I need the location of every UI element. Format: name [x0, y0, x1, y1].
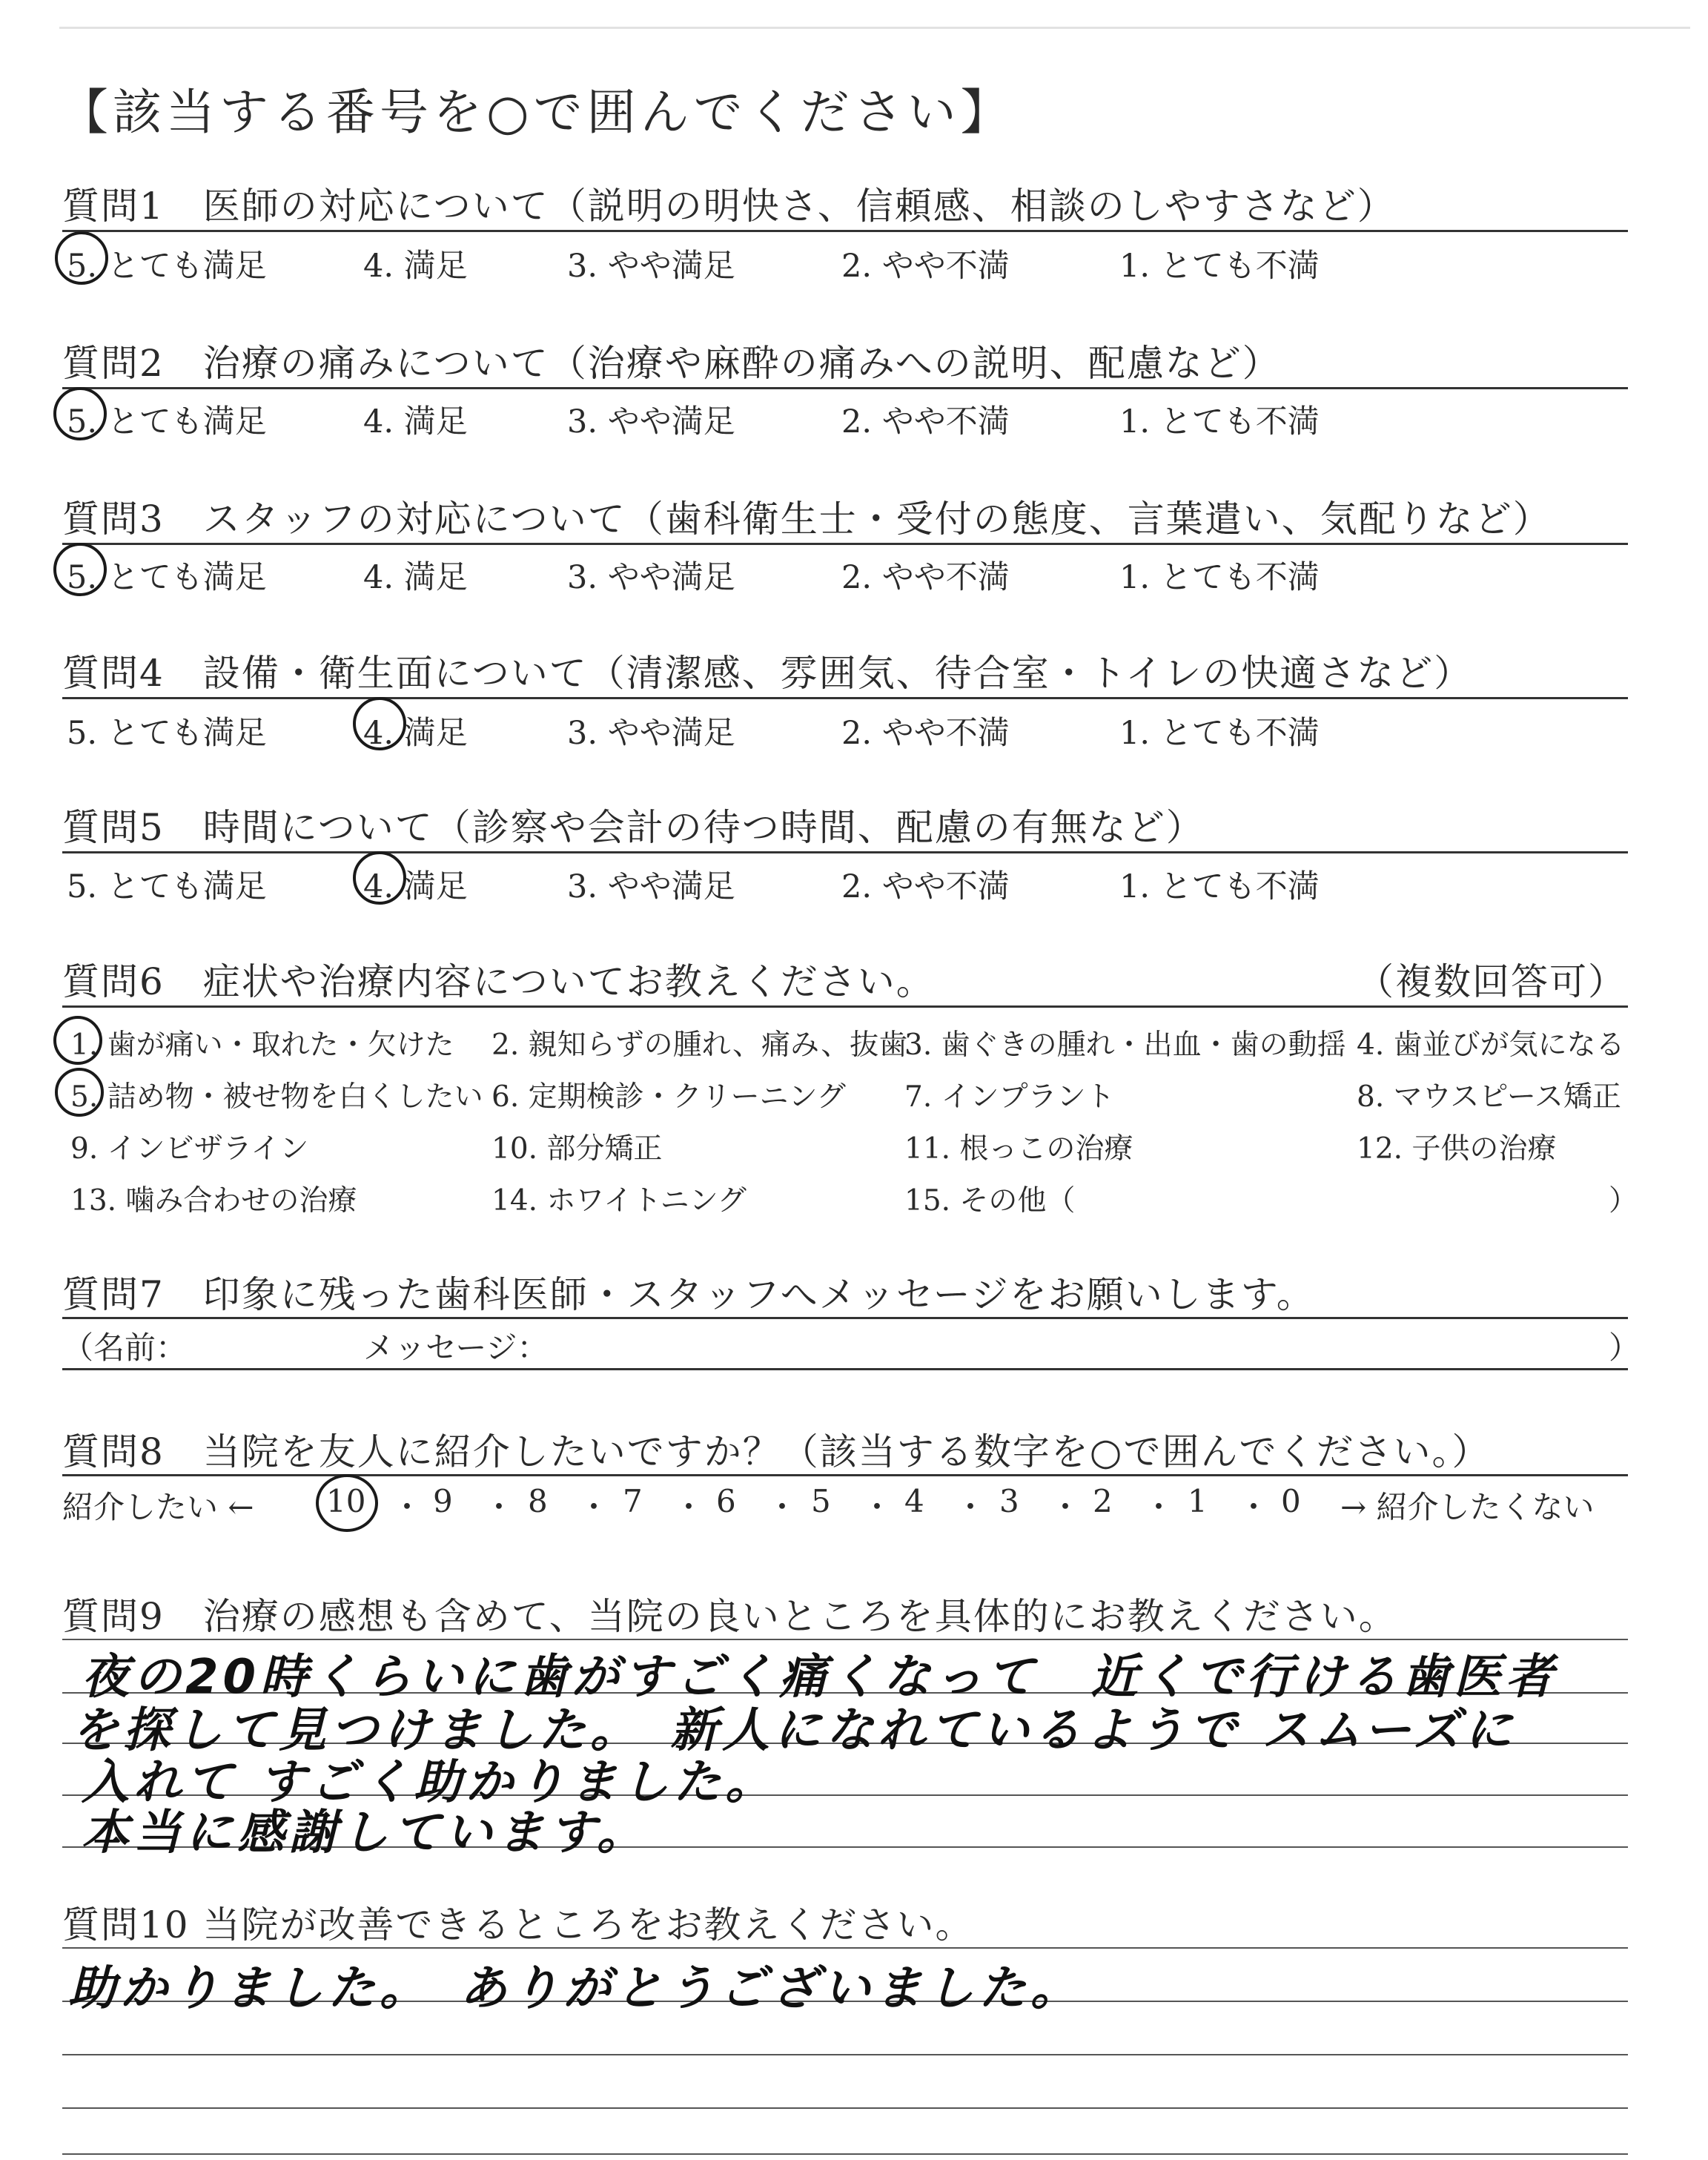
q3-option-1[interactable]: 1. とても不満 — [1119, 559, 1320, 596]
q6-option-9[interactable]: 9. インビザライン — [70, 1132, 309, 1166]
q7-close-paren: ） — [1609, 1330, 1641, 1366]
q10-writing-line — [62, 2153, 1628, 2155]
q10-writing-line — [62, 2054, 1628, 2055]
q8-sep: ・ — [1238, 1489, 1270, 1525]
question-4-title: 質問4 設備・衛生面について（清潔感、雰囲気、待合室・トイレの快適さなど） — [62, 652, 1473, 695]
question-8-title: 質問8 当院を友人に紹介したいですか？（該当する数字を○で囲んでください。） — [62, 1430, 1491, 1473]
q6-option-5[interactable]: 5. 詰め物・被せ物を白くしたい — [70, 1080, 483, 1114]
question-9-title: 質問9 治療の感想も含めて、当院の良いところを具体的にお教えください。 — [62, 1595, 1397, 1638]
q10-writing-line — [62, 1947, 1628, 1949]
q8-scale-8[interactable]: 8 — [528, 1483, 548, 1519]
q6-option-8[interactable]: 8. マウスピース矯正 — [1357, 1080, 1621, 1114]
q8-sep: ・ — [391, 1489, 423, 1525]
q4-option-5[interactable]: 5. とても満足 — [67, 715, 267, 752]
question-6-rule — [62, 1005, 1628, 1008]
q7-message-label: メッセージ： — [363, 1330, 549, 1366]
q2-option-4[interactable]: 4. 満足 — [363, 403, 468, 440]
q8-sep: ・ — [1143, 1489, 1175, 1525]
q2-selected-circle — [53, 387, 107, 440]
q8-scale-2[interactable]: 2 — [1093, 1483, 1113, 1519]
q6-selected-circle-1 — [53, 1016, 102, 1065]
q6-option-11[interactable]: 11. 根っこの治療 — [904, 1132, 1133, 1166]
q6-option-4[interactable]: 4. 歯並びが気になる — [1357, 1028, 1625, 1062]
q8-sep: ・ — [1050, 1489, 1082, 1525]
question-5-rule — [62, 851, 1628, 853]
q8-scale-4[interactable]: 4 — [904, 1483, 924, 1519]
q6-option-1[interactable]: 1. 歯が痛い・取れた・欠けた — [70, 1028, 454, 1062]
top-edge-line — [59, 27, 1690, 29]
question-8-rule — [62, 1474, 1628, 1476]
q1-option-4[interactable]: 4. 満足 — [363, 248, 468, 285]
q2-option-5[interactable]: 5. とても満足 — [67, 403, 267, 440]
q1-option-2[interactable]: 2. やや不満 — [841, 248, 1010, 285]
q5-option-2[interactable]: 2. やや不満 — [841, 868, 1010, 905]
q8-right-label: → 紹介したくない — [1340, 1489, 1595, 1525]
q3-option-2[interactable]: 2. やや不満 — [841, 559, 1010, 596]
question-2-rule — [62, 387, 1628, 389]
q10-handwritten-line-1: 助かりました。 ありがとうございました。 — [68, 1961, 1082, 2016]
q9-handwritten-line-4: 本当に感謝しています。 — [82, 1806, 649, 1860]
q7-name-label: （名前： — [62, 1330, 188, 1366]
q1-option-1[interactable]: 1. とても不満 — [1119, 248, 1320, 285]
q5-option-5[interactable]: 5. とても満足 — [67, 868, 267, 905]
page-title: 【該当する番号を○で囲んでください】 — [59, 84, 1014, 141]
q9-handwritten-line-3: 入れて すごく助かりました。 — [82, 1755, 778, 1810]
question-3-rule — [62, 543, 1628, 545]
q6-option-6[interactable]: 6. 定期検診・クリーニング — [491, 1080, 846, 1114]
q6-selected-circle-5 — [55, 1068, 104, 1117]
q8-sep: ・ — [767, 1489, 798, 1525]
q6-option-12[interactable]: 12. 子供の治療 — [1357, 1132, 1557, 1166]
q6-other-close-paren: ） — [1609, 1184, 1638, 1218]
q4-option-4[interactable]: 4. 満足 — [363, 715, 468, 752]
q3-option-4[interactable]: 4. 満足 — [363, 559, 468, 596]
q8-left-label: 紹介したい ← — [62, 1489, 254, 1525]
question-1-title: 質問1 医師の対応について（説明の明快さ、信頼感、相談のしやすさなど） — [62, 185, 1396, 228]
q1-selected-circle — [55, 231, 108, 285]
question-1-rule — [62, 230, 1628, 232]
q5-selected-circle — [353, 851, 406, 905]
q4-option-2[interactable]: 2. やや不満 — [841, 715, 1010, 752]
q8-scale-5[interactable]: 5 — [811, 1483, 831, 1519]
q3-option-3[interactable]: 3. やや満足 — [567, 559, 735, 596]
q6-option-13[interactable]: 13. 噛み合わせの治療 — [70, 1184, 357, 1218]
q6-option-3[interactable]: 3. 歯ぐきの腫れ・出血・歯の動揺 — [904, 1028, 1346, 1062]
question-7-bottom-rule — [62, 1368, 1628, 1370]
q6-option-7[interactable]: 7. インプラント — [904, 1080, 1115, 1114]
q8-scale-6[interactable]: 6 — [716, 1483, 736, 1519]
q6-option-15[interactable]: 15. その他（ — [904, 1184, 1076, 1218]
q8-scale-10[interactable]: 10 — [326, 1483, 366, 1519]
q5-option-3[interactable]: 3. やや満足 — [567, 868, 735, 905]
q1-option-5[interactable]: 5. とても満足 — [67, 248, 267, 285]
q10-writing-line — [62, 2107, 1628, 2109]
question-3-title: 質問3 スタッフの対応について（歯科衛生士・受付の態度、言葉遣い、気配りなど） — [62, 498, 1552, 541]
question-6-note: （複数回答可） — [1357, 960, 1626, 1003]
q4-selected-circle — [353, 697, 406, 750]
q1-option-3[interactable]: 3. やや満足 — [567, 248, 735, 285]
question-4-rule — [62, 697, 1628, 699]
question-7-rule — [62, 1317, 1628, 1319]
q2-option-3[interactable]: 3. やや満足 — [567, 403, 735, 440]
q8-scale-0[interactable]: 0 — [1281, 1483, 1301, 1519]
question-6-title: 質問6 症状や治療内容についてお教えください。 — [62, 960, 935, 1003]
q8-sep: ・ — [483, 1489, 515, 1525]
q6-option-2[interactable]: 2. 親知らずの腫れ、痛み、抜歯 — [491, 1028, 908, 1062]
q6-option-10[interactable]: 10. 部分矯正 — [491, 1132, 663, 1166]
q8-scale-7[interactable]: 7 — [623, 1483, 643, 1519]
q8-sep: ・ — [673, 1489, 705, 1525]
q8-sep: ・ — [861, 1489, 893, 1525]
question-2-title: 質問2 治療の痛みについて（治療や麻酔の痛みへの説明、配慮など） — [62, 342, 1281, 385]
q8-scale-3[interactable]: 3 — [999, 1483, 1019, 1519]
q8-scale-9[interactable]: 9 — [433, 1483, 453, 1519]
question-7-title: 質問7 印象に残った歯科医師・スタッフへメッセージをお願いします。 — [62, 1273, 1315, 1316]
q8-scale-1[interactable]: 1 — [1188, 1483, 1208, 1519]
q5-option-1[interactable]: 1. とても不満 — [1119, 868, 1320, 905]
q8-selected-circle — [316, 1474, 378, 1532]
question-10-title: 質問10 当院が改善できるところをお教えください。 — [62, 1903, 974, 1946]
q3-option-5[interactable]: 5. とても満足 — [67, 559, 267, 596]
q3-selected-circle — [53, 543, 107, 596]
q8-sep: ・ — [955, 1489, 987, 1525]
q2-option-2[interactable]: 2. やや不満 — [841, 403, 1010, 440]
q4-option-1[interactable]: 1. とても不満 — [1119, 715, 1320, 752]
q9-handwritten-line-1: 夜の20時くらいに歯がすごく痛くなって 近くで行ける歯医者 — [82, 1650, 1558, 1705]
q6-option-14[interactable]: 14. ホワイトニング — [491, 1184, 747, 1218]
q9-handwritten-line-2: を探して見つけました。 新人になれているようで スムーズに — [71, 1703, 1517, 1758]
q2-option-1[interactable]: 1. とても不満 — [1119, 403, 1320, 440]
question-5-title: 質問5 時間について（診察や会計の待つ時間、配慮の有無など） — [62, 806, 1205, 849]
q5-option-4[interactable]: 4. 満足 — [363, 868, 468, 905]
q8-sep: ・ — [578, 1489, 610, 1525]
q4-option-3[interactable]: 3. やや満足 — [567, 715, 735, 752]
